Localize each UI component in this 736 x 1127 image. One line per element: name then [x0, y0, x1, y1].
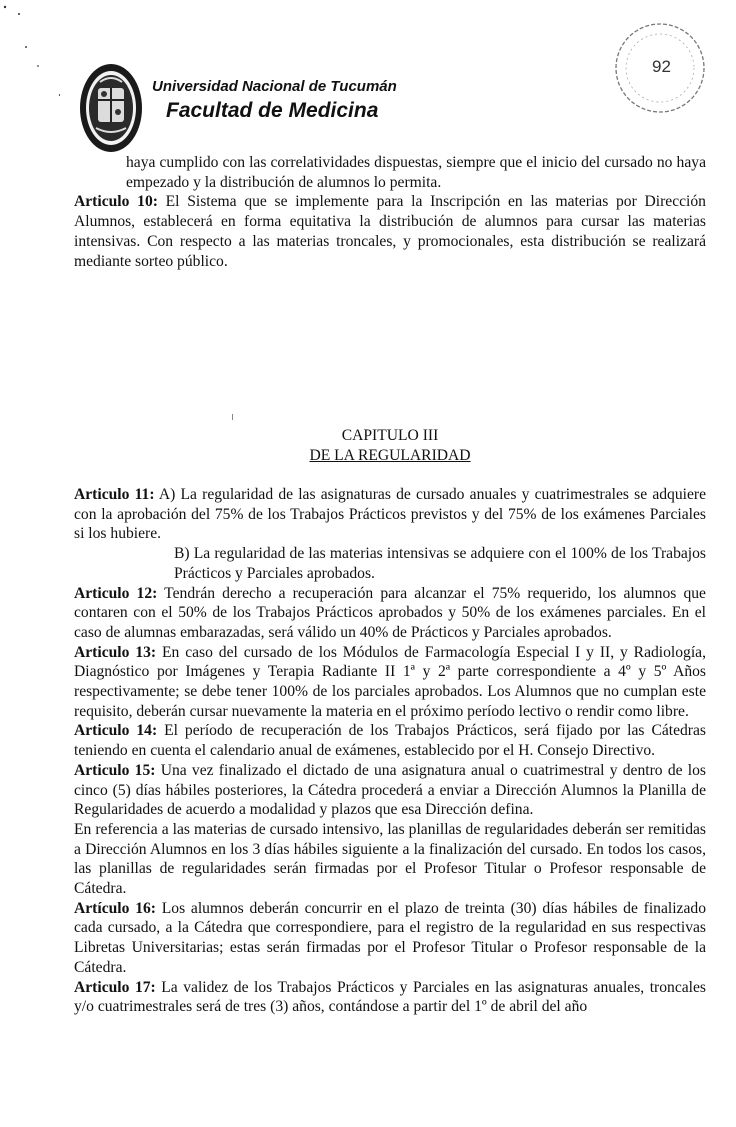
article-17-text: La validez de los Trabajos Prácticos y Parciales en las asignaturas anuales, troncales y/o cuatrimestrales será de tres (3) años, contándose a partir del 1º de abril del año: [74, 978, 706, 1016]
article-17: [74, 978, 706, 1017]
chapter-title: CAPITULO III: [341, 427, 439, 444]
article-14-label: Articulo 14:: [74, 722, 158, 740]
article-16: [74, 899, 706, 978]
letterhead: [152, 78, 397, 123]
article-11-a: A) La regularidad de las asignaturas de cursado anuales y cuatrimestrales se adquiere con la aprobación del 75% de los Trabajos Prácticos previstos y del 75% de los exámenes Parciales si los hubiere.: [74, 486, 706, 543]
article-13-label: Articulo 13:: [74, 643, 157, 661]
article-15: [74, 761, 706, 820]
article-10-text: El Sistema que se implemente para la Inscripción en las materias por Dirección Alumnos, establecerá en forma equitativa la distribución de alumnos para cursar las materias intensivas. Con respecto a las materias troncales, y promocionales, esta distribución se realizará mediante sorteo público.: [74, 193, 706, 270]
article-12-label: Articulo 12:: [74, 584, 158, 602]
articles-section: [74, 485, 706, 1017]
article-12-text: Tendrán derecho a recuperación para alcanzar el 75% requerido, los alumnos que contaren con el 50% de los Trabajos Prácticos aprobados y 50% de los exámenes parciales. En el caso de alumnas embarazadas, será válido un 40% de Prácticos y Parciales aprobados.: [74, 584, 706, 641]
folio-number: 92: [652, 57, 671, 76]
intro-section: [74, 153, 706, 271]
scan-dots: [0, 0, 60, 100]
article-14-text: El período de recuperación de los Trabajos Prácticos, será fijado por las Cátedras teniendo en cuenta el calendario anual de exámenes, establecido por el H. Consejo Directivo.: [74, 722, 706, 760]
article-11-label: Articulo 11:: [74, 486, 155, 503]
article-11-b: B) La regularidad de las materias intensivas se adquiere con el 100% de los Trabajos Prácticos y Parciales aprobados.: [174, 545, 706, 582]
article-12: [74, 584, 706, 643]
faculty-name: Facultad de Medicina: [166, 99, 379, 122]
article-15-continued: En referencia a las materias de cursado intensivo, las planillas de regularidades deberán ser remitidas a Dirección Alumnos en los 3 días hábiles siguiente a la finalización del cursado. En todos los casos, las planillas de regularidades serán firmadas por el Profesor Titular o Profesor responsable de Cátedra.: [74, 820, 706, 898]
article-13: [74, 643, 706, 722]
continuation-paragraph: haya cumplido con las correlatividades dispuestas, siempre que el inicio del cursado no haya empezado y la distribución de alumnos lo permita.: [126, 154, 706, 191]
article-11: [74, 485, 706, 544]
article-16-label: Artículo 16:: [74, 899, 156, 917]
article-16-text: Los alumnos deberán concurrir en el plazo de treinta (30) días hábiles de finalizado cada cursado, a la Cátedra que correspondiere, para el registro de la regularidad en sus respectivas Libretas Universitarias; estas serán firmadas por el Profesor Titular o Profesor responsable de la Cátedra.: [74, 899, 706, 976]
scan-mark: [232, 414, 233, 420]
article-10-label: Articulo 10:: [74, 193, 158, 211]
article-15-label: Articulo 15:: [74, 761, 156, 779]
university-seal: [78, 62, 144, 154]
article-15-text: Una vez finalizado el dictado de una asignatura anual o cuatrimestral y dentro de los cinco (5) días hábiles posteriores, la Cátedra procederá a enviar a Dirección Alumnos la Planilla de Regularidades de acuerdo a modalidad y plazos que esa Dirección defina.: [74, 761, 706, 819]
article-14: [74, 721, 706, 760]
article-17-label: Articulo 17:: [74, 978, 156, 996]
chapter-subtitle: DE LA REGULARIDAD: [309, 447, 471, 464]
university-name: Universidad Nacional de Tucumán: [152, 78, 397, 95]
article-10: [74, 192, 706, 271]
article-13-text: En caso del cursado de los Módulos de Farmacología Especial I y II, y Radiología, Diagnóstico por Imágenes y Terapia Radiante II 1ª y 2ª parte correspondiente a 4º y 5º Años respectivamente; se debe tener 100% de los parciales aprobados. Los Alumnos que no cumplan este requisito, deberán cursar nuevamente la materia en el próximo período lectivo o rendir como libre.: [74, 643, 706, 720]
